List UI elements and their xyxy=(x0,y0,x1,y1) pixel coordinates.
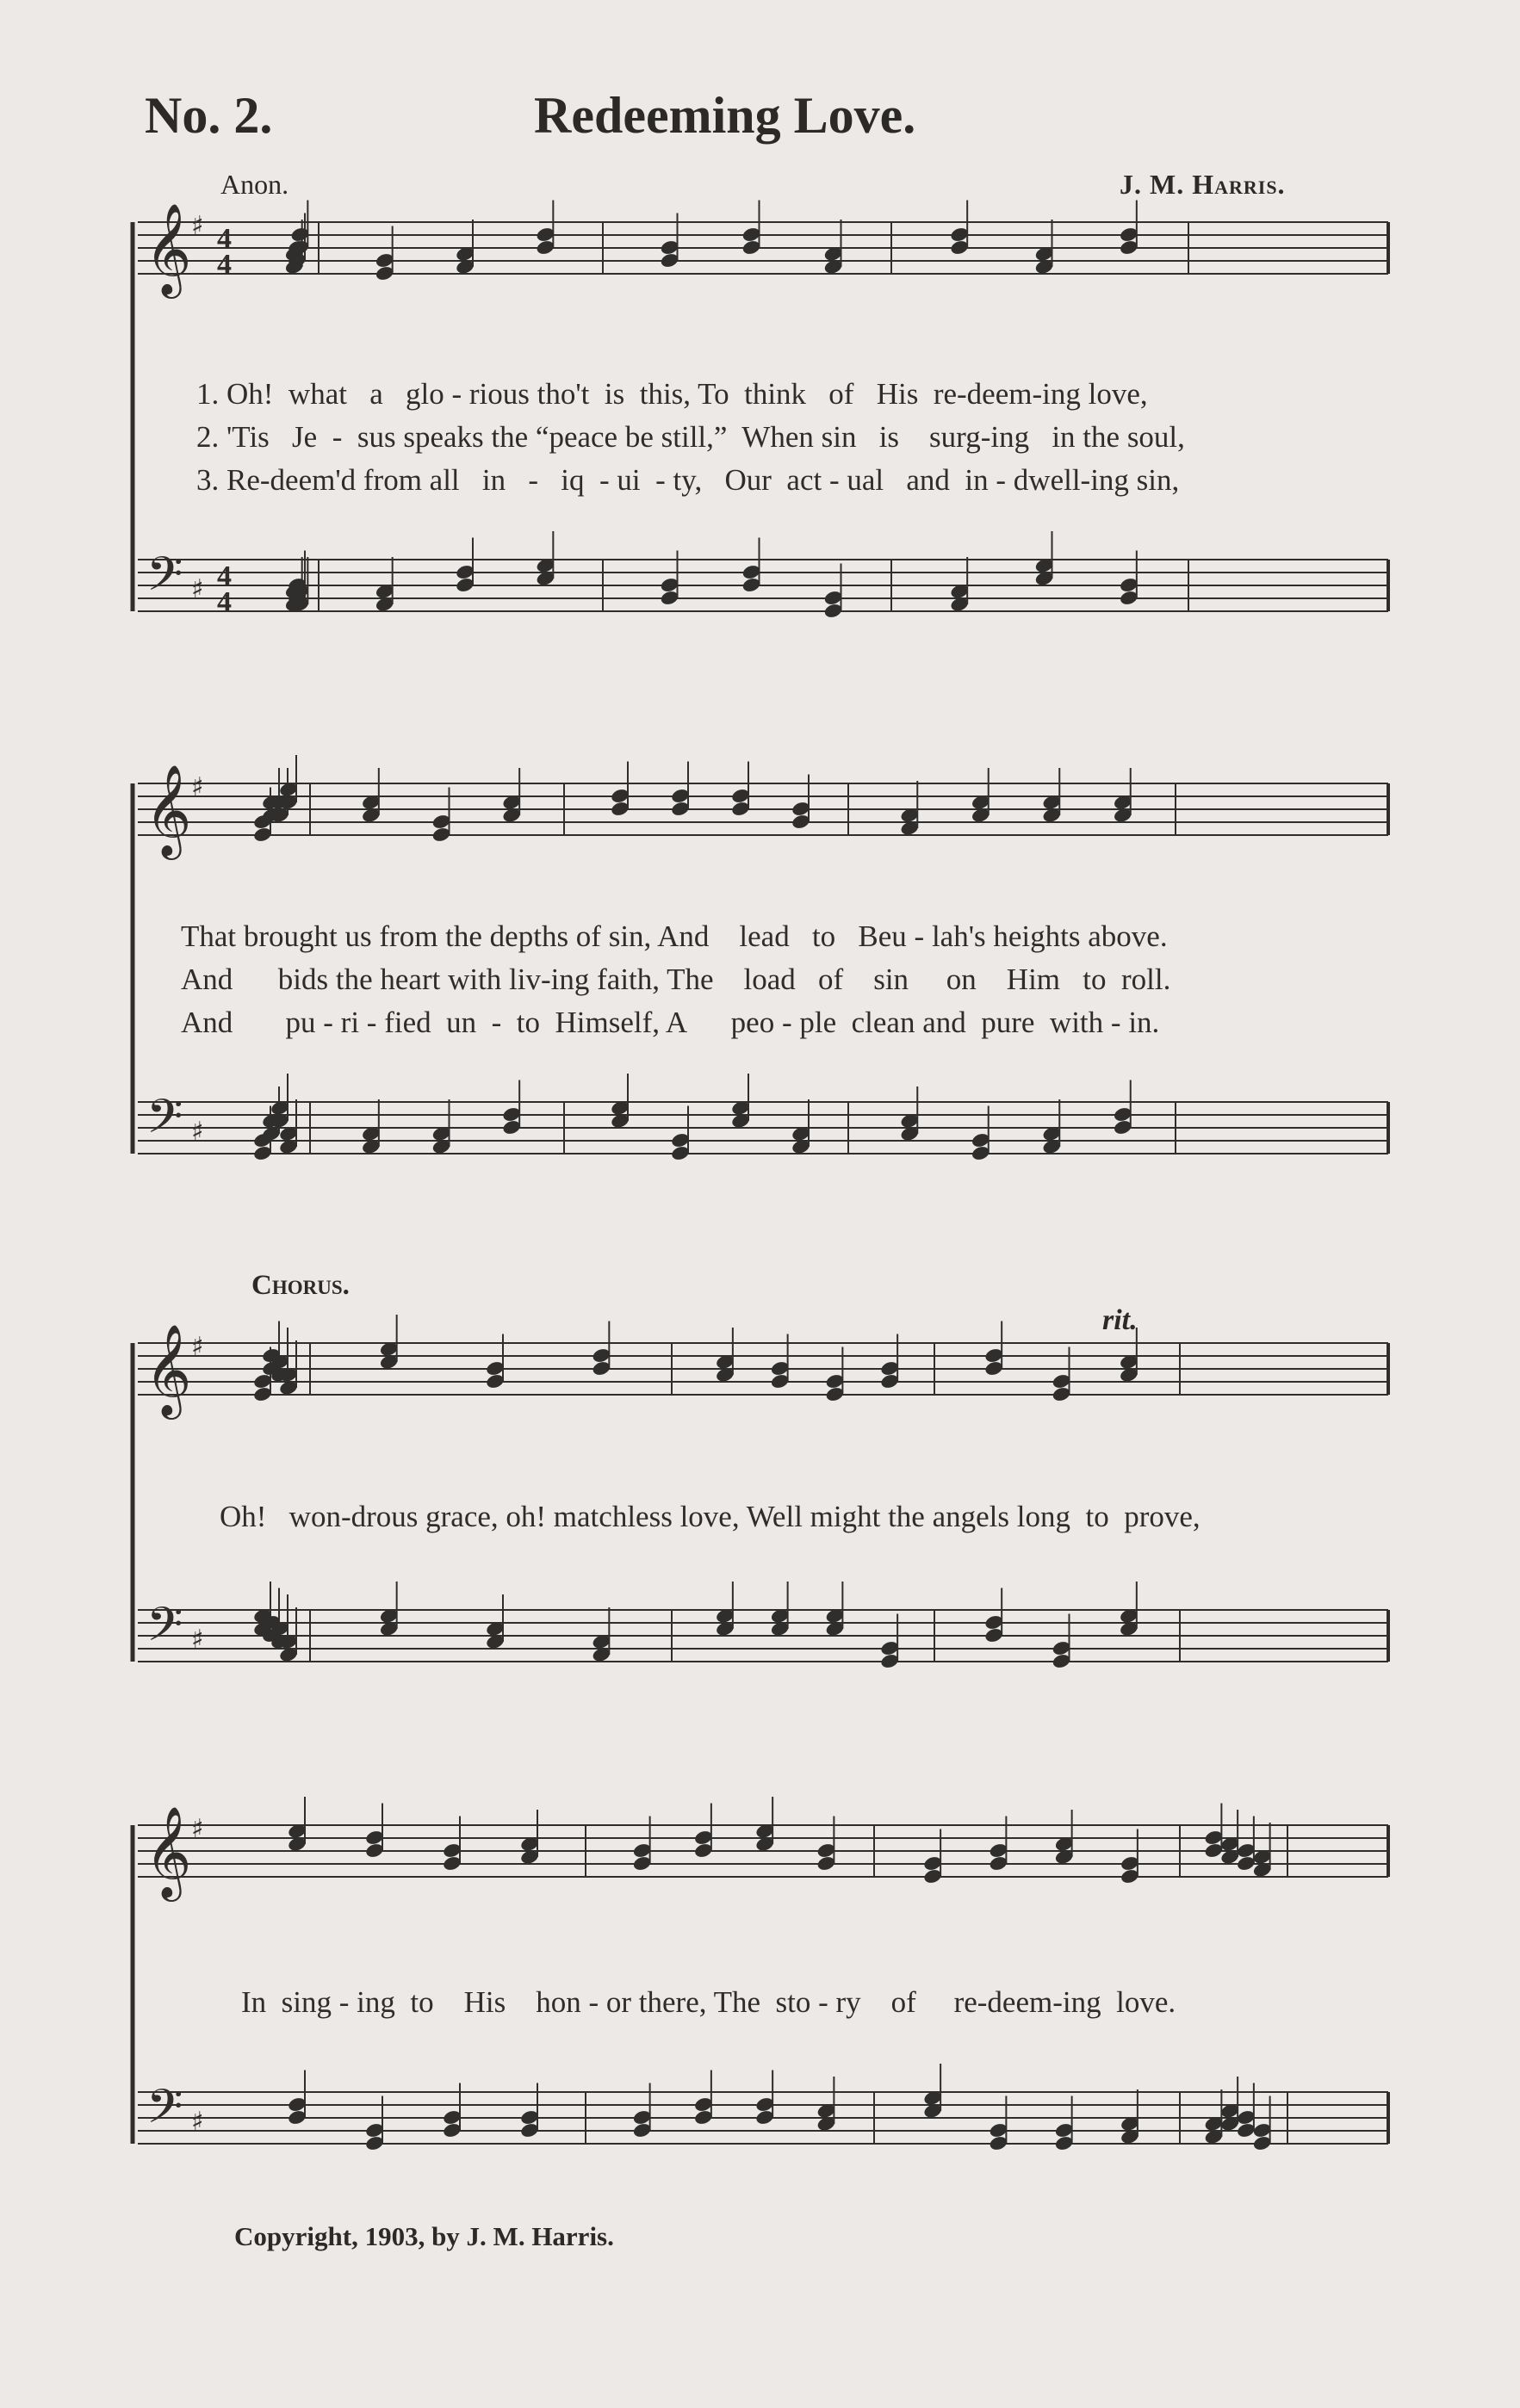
ritardando-mark: rit. xyxy=(1102,1304,1138,1336)
words-credit: Anon. xyxy=(220,169,289,200)
sharp-icon: ♯ xyxy=(191,1332,204,1362)
verse-2-line-1: 2. 'Tis Je - sus speaks the “peace be still,” When sin is surg-ing in the soul, xyxy=(196,420,1185,454)
copyright-notice: Copyright, 1903, by J. M. Harris. xyxy=(234,2221,614,2251)
time-signature-denominator: 4 xyxy=(217,249,232,281)
sharp-icon: ♯ xyxy=(191,1625,204,1655)
chorus-line-1: Oh! won-drous grace, oh! matchless love, Well might the angels long to prove, xyxy=(220,1500,1200,1533)
hymn-title: Redeeming Love. xyxy=(534,87,916,144)
chorus-line-2: In sing - ing to His hon - or there, The sto - ry of re-deem-ing love. xyxy=(241,1985,1176,2019)
verse-3-line-1: 3. Re-deem'd from all in - iq - ui - ty, Our act - ual and in - dwell-ing sin, xyxy=(196,463,1180,497)
chorus-label: Chorus. xyxy=(251,1270,350,1301)
verse-1-line-2: That brought us from the depths of sin, And lead to Beu - lah's heights above. xyxy=(181,919,1168,953)
treble-clef-icon: 𝄞 xyxy=(145,1805,192,1897)
bass-clef-icon: 𝄢 xyxy=(146,2079,183,2145)
treble-clef-icon: 𝄞 xyxy=(145,202,192,294)
verse-2-line-2: And bids the heart with liv-ing faith, The load of sin on Him to roll. xyxy=(181,963,1171,996)
hymn-number: No. 2. xyxy=(145,87,273,144)
sharp-icon: ♯ xyxy=(191,1814,204,1844)
time-signature-numerator: 4 xyxy=(217,560,232,592)
sharp-icon: ♯ xyxy=(191,574,204,604)
treble-clef-icon: 𝄞 xyxy=(145,1323,192,1415)
sharp-icon: ♯ xyxy=(191,1117,204,1147)
music-credit: J. M. Harris. xyxy=(1120,169,1286,200)
verse-1-line-1: 1. Oh! what a glo - rious tho't is this, To think of His re-deem-ing love, xyxy=(196,377,1148,411)
sharp-icon: ♯ xyxy=(191,2107,204,2137)
sharp-icon: ♯ xyxy=(191,211,204,241)
time-signature-numerator: 4 xyxy=(217,223,232,255)
treble-clef-icon: 𝄞 xyxy=(145,764,192,856)
sharp-icon: ♯ xyxy=(191,772,204,802)
time-signature-denominator: 4 xyxy=(217,586,232,618)
bass-clef-icon: 𝄢 xyxy=(146,547,183,613)
verse-3-line-2: And pu - ri - fied un - to Himself, A peo - ple clean and pure with - in. xyxy=(181,1006,1160,1039)
bass-clef-icon: 𝄢 xyxy=(146,1597,183,1663)
bass-clef-icon: 𝄢 xyxy=(146,1089,183,1155)
